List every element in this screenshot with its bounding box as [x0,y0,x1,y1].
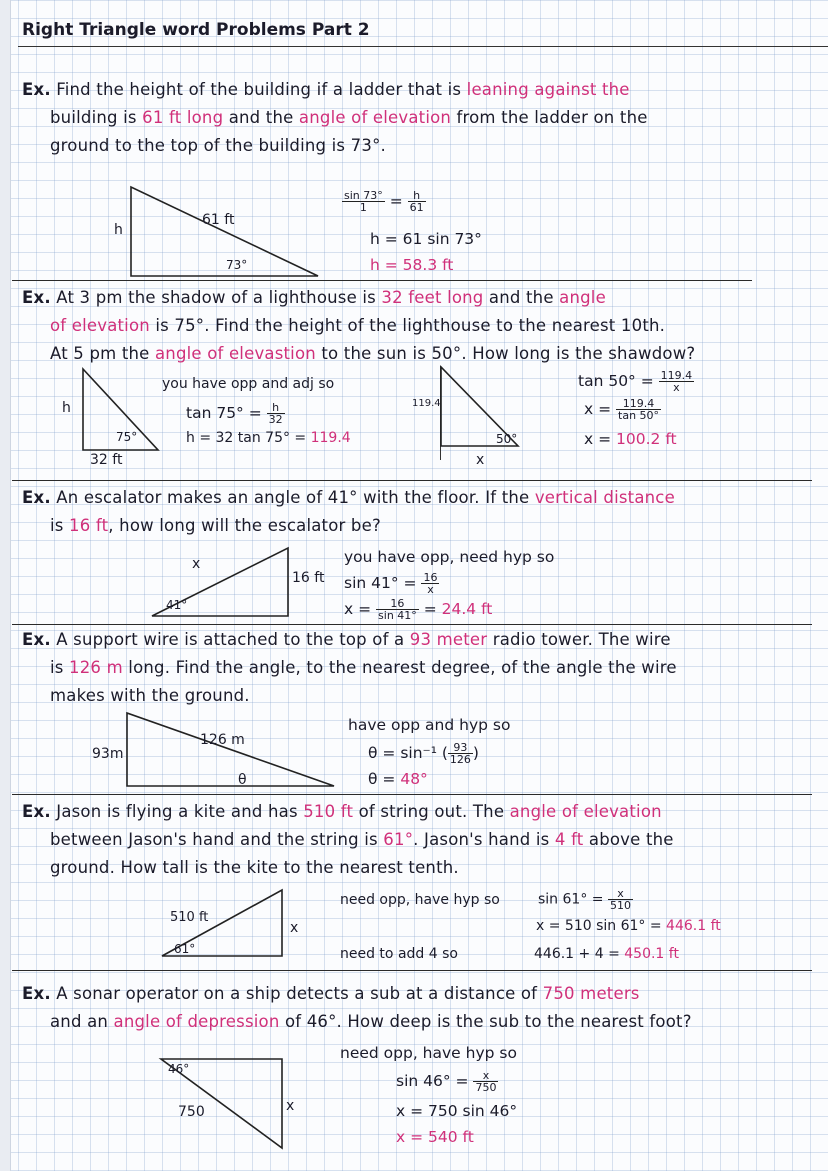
ex6-side-label: x [286,1098,295,1114]
ex5-line3: ground. How tall is the kite to the nearest tenth. [50,858,459,877]
ex2-tri1-angle: 75° [116,430,138,444]
ex1-line2: building is 61 ft long and the angle of elevation from the ladder on the [50,108,648,127]
ex1-angle-label: 73° [226,258,248,272]
ex2-work1c: h = 32 tan 75° = 119.4 [186,430,351,446]
ex6-line2: and an angle of depression of 46°. How deep is the sub to the nearest foot? [50,1012,692,1031]
ex3-line2: is 16 ft, how long will the escalator be? [50,516,381,535]
ex5-hyp-label: 510 ft [170,910,209,925]
ex5-work3: need to add 4 so [340,946,458,962]
ex3-work2: sin 41° = $\frac{16}{x}$ [344,571,438,596]
ex2-tri2-angle: 50° [496,432,518,446]
ex6-angle-label: 46° [168,1062,190,1076]
ex4-hyp-label: 126 m [200,732,245,748]
ex2-work1b: tan 75° = $\frac{h}{32}$ [186,401,283,426]
notebook-margin [0,0,11,1171]
title-underline [18,46,828,47]
ex1-separator [12,280,752,281]
ex2-tri2-side: 119.4 [412,398,441,409]
ex2-work2b: x = $\frac{119.4}{\tan 50^\circ}$ [584,397,660,422]
ex3-work1: you have opp, need hyp so [344,548,555,566]
ex3-work3: x = $\frac{16}{\sin 41^\circ}$ = 24.4 ft [344,597,493,622]
ex5-separator [12,970,812,971]
ex2-line3: At 5 pm the angle of elevastion to the sun is 50°. How long is the shawdow? [50,344,696,363]
ex3-angle-label: 41° [166,598,188,612]
ex4-line3: makes with the ground. [50,686,250,705]
ex5-line2: between Jason's hand and the string is 61°. Jason's hand is 4 ft above the [50,830,674,849]
ex3-line1: Ex. An escalator makes an angle of 41° with the floor. If the vertical distance [22,488,675,507]
ex1-line3: ground to the top of the building is 73°. [50,136,386,155]
ex1-line1: Ex. Find the height of the building if a ladder that is leaning against the [22,80,630,99]
ex4-work3: θ = 48° [368,770,428,788]
ex6-line1: Ex. A sonar operator on a ship detects a sub at a distance of 750 meters [22,984,640,1003]
ex1-eq1: $\frac{\sin 73^\circ}{1}$ = $\frac{h}{61}$ [344,189,424,214]
ex2-tri2-base: x [476,452,485,468]
ex5-work1: need opp, have hyp so [340,892,500,908]
ex2-separator [12,480,812,481]
ex4-separator [12,794,812,795]
ex5-work1b: sin 61° = $\frac{x}{510}$ [538,887,631,912]
ex6-work1: need opp, have hyp so [340,1044,517,1062]
ex2-line2: of elevation is 75°. Find the height of the lighthouse to the nearest 10th. [50,316,666,335]
ex4-work2: θ = sin⁻¹ ( $\frac{93}{126}$ ) [368,741,479,766]
ex1-side-label: h [114,222,123,238]
ex2-tri1-base: 32 ft [90,452,123,468]
ex2-work2c: x = 100.2 ft [584,430,677,448]
ex4-side-label: 93m [92,746,124,762]
ex3-side-label: 16 ft [292,570,325,586]
ex5-side-label: x [290,920,299,936]
ex4-line2: is 126 m long. Find the angle, to the nearest degree, of the angle the wire [50,658,677,677]
ex4-work1: have opp and hyp so [348,716,511,734]
ex3-separator [12,624,812,625]
ex4-line1: Ex. A support wire is attached to the top of a 93 meter radio tower. The wire [22,630,671,649]
ex5-angle-label: 61° [174,942,196,956]
ex1-eq3: h = 58.3 ft [370,256,454,274]
ex6-work4: x = 540 ft [396,1128,474,1146]
ex4-angle-label: θ [238,772,247,788]
ex3-hyp-label: x [192,556,201,572]
ex6-work2: sin 46° = $\frac{x}{750}$ [396,1069,497,1094]
page-title: Right Triangle word Problems Part 2 [22,20,370,40]
ex6-work3: x = 750 sin 46° [396,1102,518,1120]
ex1-hyp-label: 61 ft [202,212,235,228]
ex5-line1: Ex. Jason is flying a kite and has 510 ft of string out. The angle of elevation [22,802,662,821]
ex5-work2: x = 510 sin 61° = 446.1 ft [536,918,721,934]
ex2-work2a: tan 50° = $\frac{119.4}{x}$ [578,369,693,394]
ex6-hyp-label: 750 [178,1104,205,1120]
ex5-work3b: 446.1 + 4 = 450.1 ft [534,946,679,962]
ex2-work1a: you have opp and adj so [162,376,335,392]
ex1-eq2: h = 61 sin 73° [370,230,482,248]
ex2-line1: Ex. At 3 pm the shadow of a lighthouse is 32 feet long and the angle [22,288,606,307]
ex2-tri1-side: h [62,400,71,416]
